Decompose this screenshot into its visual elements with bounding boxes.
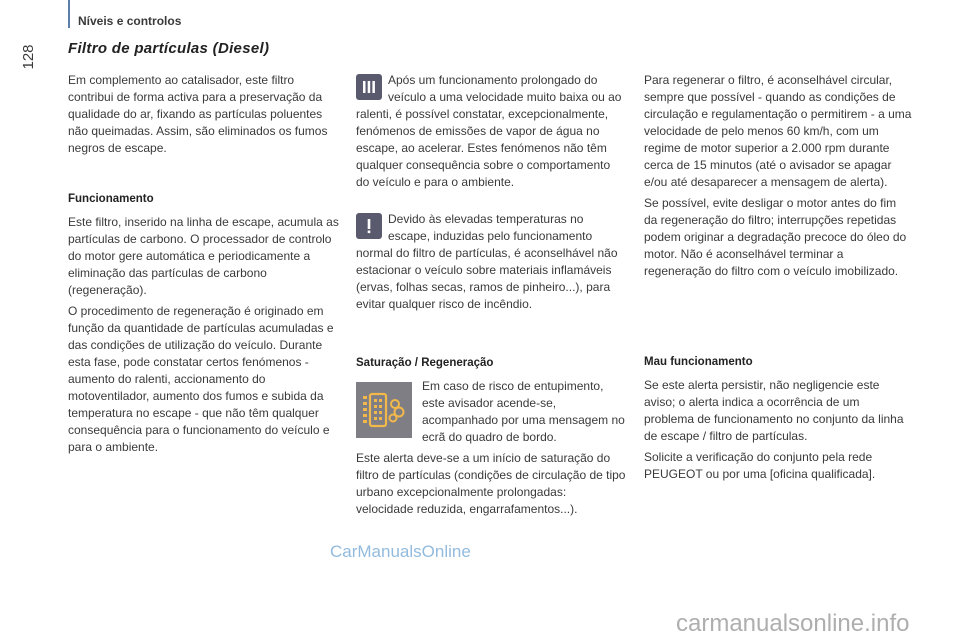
watermark-right: carmanualsonline.info	[676, 610, 910, 637]
page-title: Filtro de partículas (Diesel)	[68, 40, 270, 57]
warning-note	[356, 211, 626, 313]
watermark-left: CarManualsOnline	[330, 542, 471, 561]
functioning-paragraph-1: Este filtro, inserido na linha de escape, acumula as partículas de carbono. O processador de controlo do motor gere automática e periodicamente a eliminação das partículas de carbono (regeneração).	[68, 215, 339, 297]
column-2	[356, 72, 626, 522]
column-3	[644, 72, 912, 487]
warning-icon	[356, 213, 382, 239]
saturation-heading: Saturação / Regeneração	[356, 357, 494, 369]
intro-paragraph: Em complemento ao catalisador, este filtro contribui de forma activa para a preservação da qualidade do ar, fixando as partículas poluentes não queimadas. Assim, são eliminados os fumos negros de escape.	[68, 73, 328, 155]
malfunction-paragraph-2: Solicite a verificação do conjunto pela rede PEUGEOT ou por uma [oficina qualificada].	[644, 450, 876, 481]
page-number: 128	[20, 44, 37, 70]
info-icon	[356, 74, 382, 100]
regeneration-paragraph-2: Se possível, evite desligar o motor antes do fim da regeneração do filtro; interrupções repetidas podem originar a degradação precoce do óleo do motor. Não é aconselhável terminar a regeneração do filtro com o veículo imobilizado.	[644, 196, 907, 278]
info-note	[356, 72, 626, 191]
column-1	[68, 72, 340, 460]
info-note-text: Após um funcionamento prolongado do veículo a uma velocidade muito baixa ou ao ralenti, é possível constatar, excepcionalmente, fenómenos de emissões de vapor de água no escape, ao acelerar. Estes fenómenos não têm qualquer consequência sobre o comportamento do veículo e para o ambiente.	[356, 73, 622, 189]
malfunction-heading: Mau funcionamento	[644, 356, 753, 368]
warning-note-text: Devido às elevadas temperaturas no escape, induzidas pelo funcionamento normal do filtro de partículas, é aconselhável não estacionar o veículo sobre materiais inflamáveis (ervas, folhas secas, ramos de pinheiro...), para evitar qualquer risco de incêndio.	[356, 212, 618, 311]
malfunction-paragraph-1: Se este alerta persistir, não negligencie este aviso; o alerta indica a ocorrência de um problema de funcionamento no conjunto da linha de escape / filtro de partículas.	[644, 378, 904, 443]
saturation-paragraph-1: Em caso de risco de entupimento, este avisador acende-se, acompanhado por uma mensagem no ecrã do quadro de bordo.	[422, 379, 625, 444]
section-accent-bar	[68, 0, 70, 28]
section-header: Níveis e controlos	[78, 14, 182, 28]
saturation-paragraph-2: Este alerta deve-se a um início de saturação do filtro de partículas (condições de circulação de tipo urbano excepcionalmente prolongadas: velocidade reduzida, engarrafamentos...).	[356, 451, 626, 516]
particle-filter-warning-icon	[356, 382, 412, 438]
functioning-heading: Funcionamento	[68, 193, 154, 205]
regeneration-paragraph-1: Para regenerar o filtro, é aconselhável circular, sempre que possível - quando as condições de circulação e regulamentação o permitirem - a uma velocidade de pelo menos 60 km/h, com um regime de motor superior a 2.000 rpm durante cerca de 15 minutos (até o avisador se apagar e/ou até desaparecer a mensagem de alerta).	[644, 73, 912, 189]
functioning-paragraph-2: O procedimento de regeneração é originado em função da quantidade de partículas acumuladas e das condições de utilização do veículo. Durante esta fase, pode constatar certos fenómenos - aumento do ralenti, accionamento do motoventilador, aumento dos fumos e subida da temperatura no escape - que não têm qualquer consequência para o funcionamento do veículo e para o ambiente.	[68, 304, 334, 454]
